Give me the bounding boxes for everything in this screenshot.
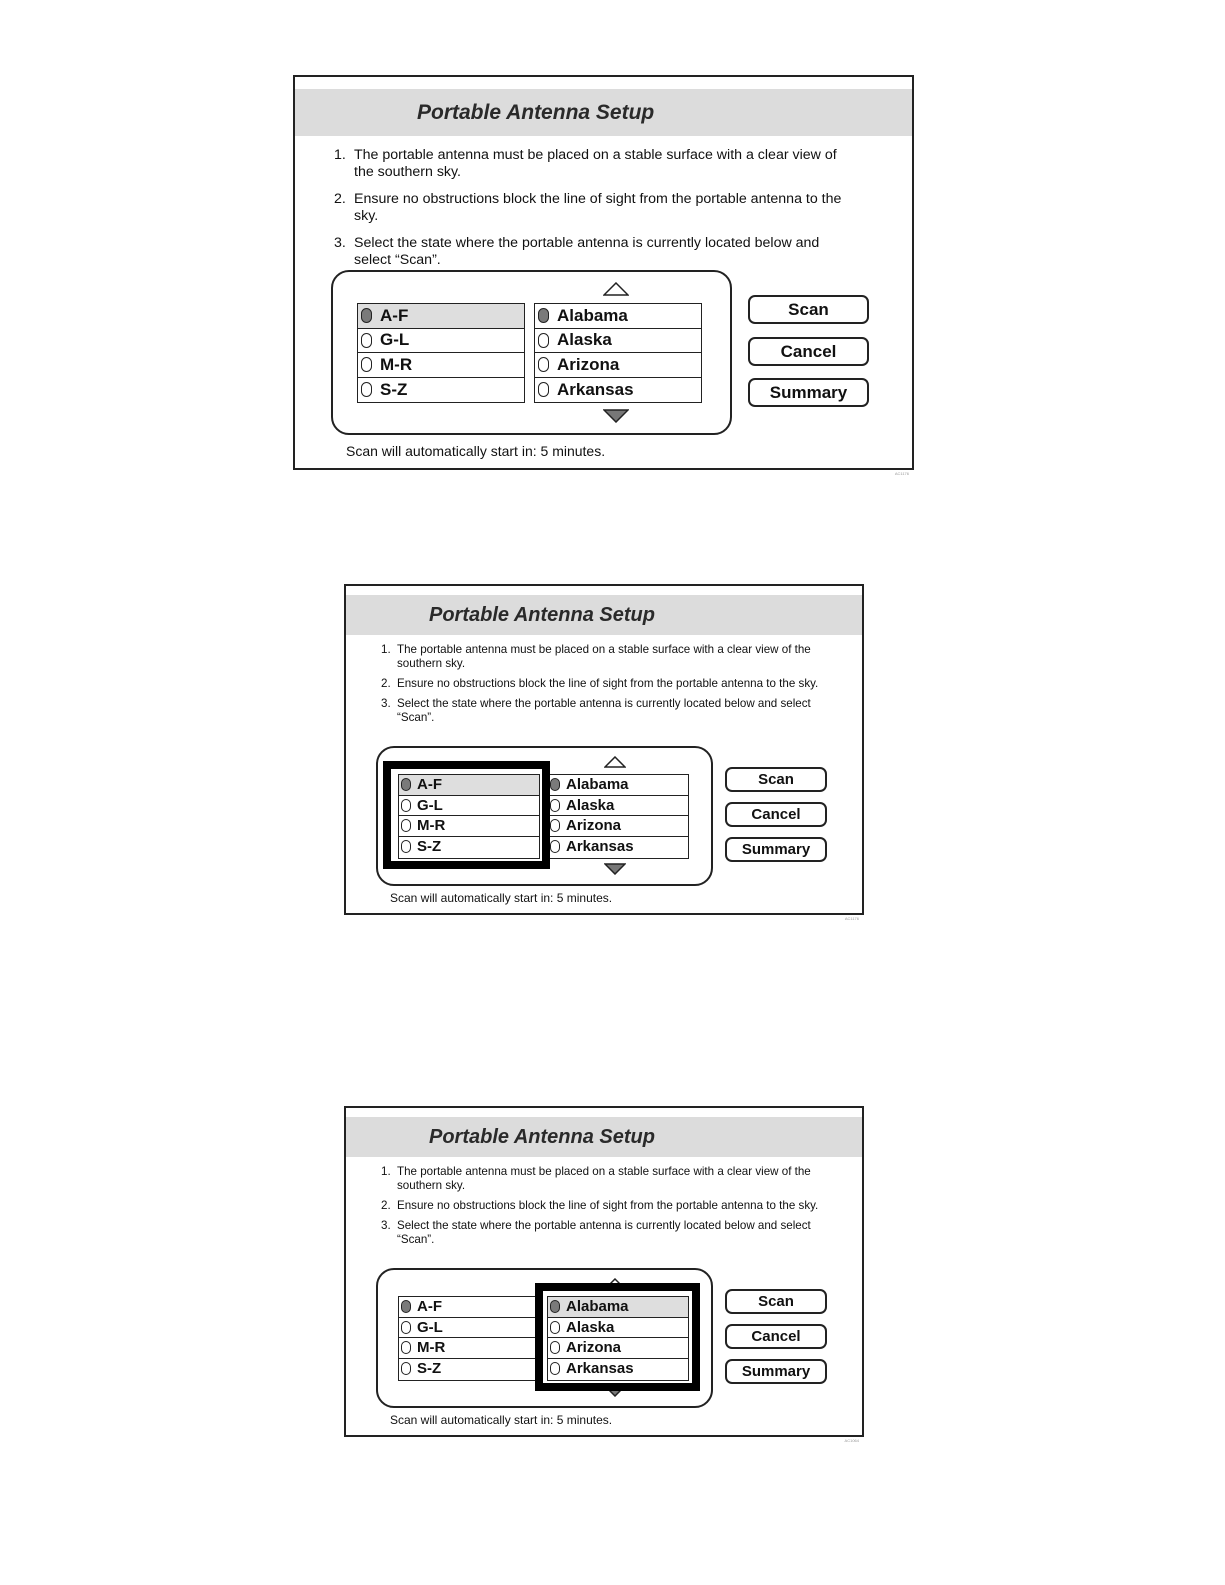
radio-selected-icon [538, 308, 549, 323]
list-item[interactable]: Alaska [548, 796, 688, 817]
state-selector [331, 270, 732, 435]
radio-icon [401, 840, 411, 853]
state-selector [376, 746, 713, 886]
list-item[interactable]: Alabama [535, 304, 701, 329]
cancel-button[interactable]: Cancel [725, 802, 827, 827]
scroll-up-arrow-icon[interactable] [604, 1278, 626, 1290]
radio-selected-icon [550, 1300, 560, 1313]
scroll-down-arrow-icon[interactable] [603, 409, 629, 423]
list-item[interactable]: G-L [399, 1318, 539, 1339]
letter-group-list [357, 303, 525, 403]
radio-icon [550, 1362, 560, 1375]
list-item[interactable]: Alabama [548, 1297, 688, 1318]
list-item[interactable]: M-R [399, 1338, 539, 1359]
radio-icon [361, 333, 372, 348]
list-item[interactable]: A-F [399, 1297, 539, 1318]
instruction-step: 1. The portable antenna must be placed on a stable surface with a clear view of the southern sky. [381, 1165, 811, 1192]
radio-icon [550, 799, 560, 812]
letter-group-list [398, 1296, 540, 1381]
radio-icon [401, 1321, 411, 1334]
page-title: Portable Antenna Setup [429, 1126, 655, 1148]
instruction-step: 1. The portable antenna must be placed on a stable surface with a clear view of the southern sky. [381, 643, 811, 670]
list-item[interactable]: Arizona [548, 816, 688, 837]
scan-button[interactable]: Scan [725, 767, 827, 792]
instruction-step: 2. Ensure no obstructions block the line of sight from the portable antenna to the sky. [381, 1199, 819, 1212]
instruction-step: 2. Ensure no obstructions block the line of sight from the portable antenna to the sky. [334, 191, 842, 224]
instruction-list [381, 643, 821, 731]
list-item[interactable]: Alaska [548, 1318, 688, 1339]
radio-icon [401, 819, 411, 832]
scroll-down-arrow-icon[interactable] [604, 863, 626, 875]
radio-icon [401, 1341, 411, 1354]
radio-icon [401, 799, 411, 812]
status-text: Scan will automatically start in: 5 minutes. [390, 891, 613, 905]
state-list [534, 303, 702, 403]
title-bar [346, 1117, 862, 1157]
list-item[interactable]: Arkansas [535, 378, 701, 403]
radio-icon [361, 357, 372, 372]
figure-id: AC1064 [844, 1438, 859, 1443]
radio-icon [550, 1321, 560, 1334]
list-item[interactable]: M-R [358, 353, 524, 378]
radio-icon [361, 382, 372, 397]
state-list [547, 1296, 689, 1381]
scroll-down-arrow-icon[interactable] [604, 1385, 626, 1397]
list-item[interactable]: A-F [358, 304, 524, 329]
instruction-list [334, 147, 854, 279]
radio-icon [550, 840, 560, 853]
list-item[interactable]: Arkansas [548, 837, 688, 858]
instruction-step: 3. Select the state where the portable antenna is currently located below and select “Scan”. [381, 697, 811, 724]
cancel-button[interactable]: Cancel [748, 337, 869, 366]
list-item[interactable]: A-F [399, 775, 539, 796]
figure-id: AC1176 [844, 916, 859, 921]
page-title: Portable Antenna Setup [417, 101, 655, 124]
scan-button[interactable]: Scan [725, 1289, 827, 1314]
list-item[interactable]: S-Z [399, 837, 539, 858]
summary-button[interactable]: Summary [725, 1359, 827, 1384]
antenna-setup-screen-3 [344, 1106, 864, 1443]
list-item[interactable]: Arizona [548, 1338, 688, 1359]
instruction-step: 1. The portable antenna must be placed on a stable surface with a clear view of the southern sky. [334, 147, 837, 180]
state-selector [376, 1268, 713, 1408]
figure-id: AC1176 [894, 471, 909, 476]
cancel-button[interactable]: Cancel [725, 1324, 827, 1349]
scroll-up-arrow-icon[interactable] [603, 282, 629, 296]
radio-icon [550, 819, 560, 832]
summary-button[interactable]: Summary [748, 378, 869, 407]
radio-icon [550, 1341, 560, 1354]
instruction-step: 2. Ensure no obstructions block the line of sight from the portable antenna to the sky. [381, 677, 819, 690]
radio-selected-icon [361, 308, 372, 323]
summary-button[interactable]: Summary [725, 837, 827, 862]
title-bar [295, 89, 912, 136]
scroll-up-arrow-icon[interactable] [604, 756, 626, 768]
status-text: Scan will automatically start in: 5 minutes. [390, 1413, 613, 1427]
list-item[interactable]: Arizona [535, 353, 701, 378]
list-item[interactable]: Alabama [548, 775, 688, 796]
state-list [547, 774, 689, 859]
radio-selected-icon [401, 1300, 411, 1313]
scan-button[interactable]: Scan [748, 295, 869, 324]
page-title: Portable Antenna Setup [429, 604, 655, 626]
list-item[interactable]: Arkansas [548, 1359, 688, 1380]
radio-selected-icon [401, 778, 411, 791]
instruction-list [381, 1165, 821, 1253]
instruction-step: 3. Select the state where the portable antenna is currently located below and select “Scan”. [381, 1219, 811, 1246]
list-item[interactable]: Alaska [535, 329, 701, 354]
radio-icon [538, 382, 549, 397]
radio-icon [538, 333, 549, 348]
title-bar [346, 595, 862, 635]
list-item[interactable]: M-R [399, 816, 539, 837]
antenna-setup-screen-1 [293, 75, 914, 476]
letter-group-list [398, 774, 540, 859]
radio-selected-icon [550, 778, 560, 791]
radio-icon [401, 1362, 411, 1375]
instruction-step: 3. Select the state where the portable antenna is currently located below and select “Scan”. [334, 235, 820, 268]
list-item[interactable]: G-L [399, 796, 539, 817]
list-item[interactable]: S-Z [399, 1359, 539, 1380]
list-item[interactable]: G-L [358, 329, 524, 354]
radio-icon [538, 357, 549, 372]
list-item[interactable]: S-Z [358, 378, 524, 403]
status-text: Scan will automatically start in: 5 minutes. [346, 443, 606, 459]
antenna-setup-screen-2 [344, 584, 864, 921]
